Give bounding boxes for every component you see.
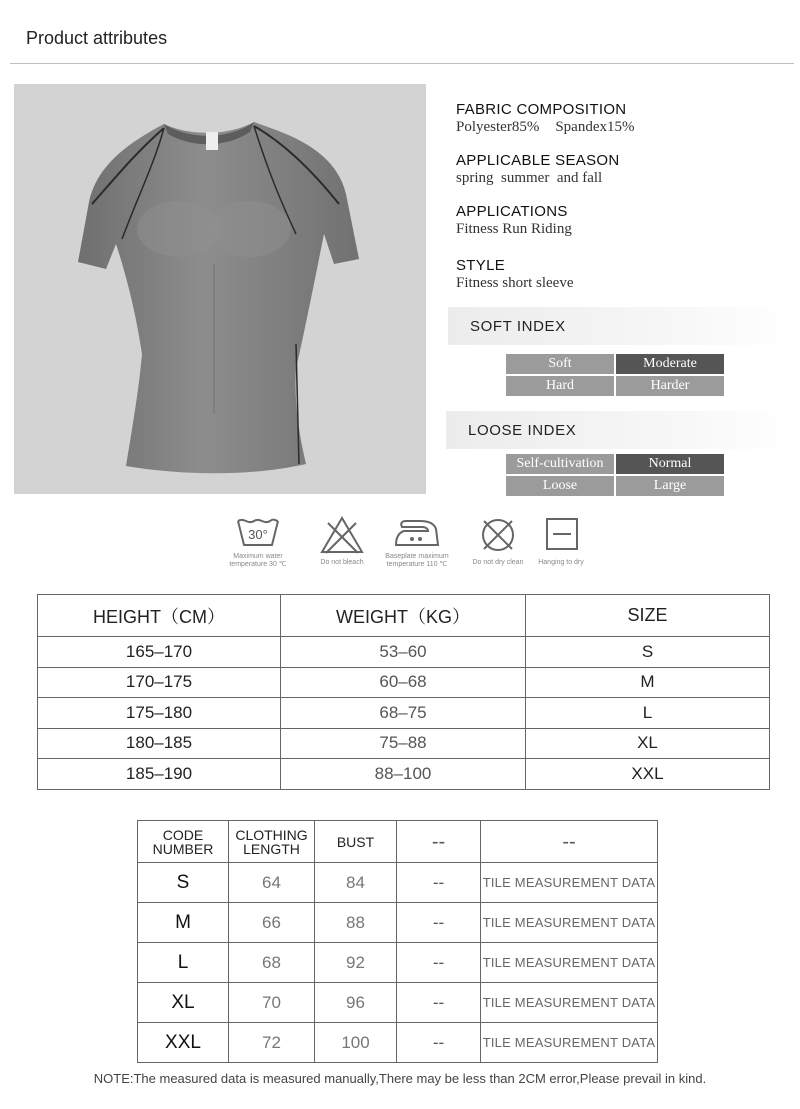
header-blank-2: -- xyxy=(481,821,658,863)
size-cell: M xyxy=(526,667,770,698)
caption-line: Maximum water xyxy=(233,553,283,560)
attr-value: Fitness Run Riding xyxy=(456,221,572,237)
attr-fabric-composition xyxy=(456,101,634,136)
length-cell: 66 xyxy=(229,903,315,943)
header-code-number xyxy=(138,821,229,863)
iron-110-icon xyxy=(392,515,442,549)
care-caption xyxy=(377,553,457,569)
code-cell: XXL xyxy=(138,1023,229,1063)
soft-option-hard: Hard xyxy=(506,376,614,396)
loose-index-label: LOOSE INDEX xyxy=(468,421,577,439)
attr-label: FABRIC COMPOSITION xyxy=(456,101,627,118)
loose-option-large: Large xyxy=(616,476,724,496)
bust-cell: 88 xyxy=(315,903,397,943)
loose-option-self-cultivation: Self-cultivation xyxy=(506,454,614,474)
care-caption xyxy=(218,553,298,569)
soft-index-grid xyxy=(506,354,724,396)
attr-applicable-season xyxy=(456,152,620,187)
table-header-row xyxy=(38,595,770,637)
product-photo xyxy=(14,84,426,494)
height-cell: 165–170 xyxy=(38,637,281,668)
care-hang-dry xyxy=(521,515,601,567)
tile-cell: TILE MEASUREMENT DATA xyxy=(481,1023,658,1063)
header-divider xyxy=(10,63,794,64)
header-line: CODE xyxy=(162,826,204,843)
table-row xyxy=(38,759,770,790)
weight-cell: 68–75 xyxy=(281,698,526,729)
blank-cell: -- xyxy=(397,903,481,943)
table-header-row xyxy=(138,821,658,863)
care-no-bleach xyxy=(302,515,382,567)
blank-cell: -- xyxy=(397,1023,481,1063)
no-dry-clean-icon xyxy=(478,515,518,555)
soft-index-label: SOFT INDEX xyxy=(470,317,566,335)
attr-applications xyxy=(456,203,572,238)
wash-30-icon xyxy=(234,515,282,549)
length-cell: 72 xyxy=(229,1023,315,1063)
header-size: SIZE xyxy=(526,595,770,637)
caption-line: temperature 110 ℃ xyxy=(386,561,448,568)
attr-value xyxy=(456,119,634,136)
header-bust: BUST xyxy=(315,821,397,863)
length-cell: 68 xyxy=(229,943,315,983)
measurement-note: NOTE:The measured data is measured manually,There may be less than 2CM error,Please prevail in kind. xyxy=(93,1071,707,1086)
caption-line: Do not dry clean xyxy=(472,559,524,566)
tile-cell: TILE MEASUREMENT DATA xyxy=(481,983,658,1023)
table-row xyxy=(138,943,658,983)
tile-cell: TILE MEASUREMENT DATA xyxy=(481,863,658,903)
height-cell: 185–190 xyxy=(38,759,281,790)
weight-cell: 88–100 xyxy=(281,759,526,790)
table-row xyxy=(38,637,770,668)
weight-cell: 53–60 xyxy=(281,637,526,668)
size-cell: XL xyxy=(526,728,770,759)
table-row xyxy=(38,728,770,759)
attr-label: STYLE xyxy=(456,257,506,274)
bust-cell: 84 xyxy=(315,863,397,903)
code-cell: M xyxy=(138,903,229,943)
length-cell: 70 xyxy=(229,983,315,1023)
blank-cell: -- xyxy=(397,983,481,1023)
care-wash-30 xyxy=(218,515,298,569)
soft-option-soft: Soft xyxy=(506,354,614,374)
hang-dry-icon xyxy=(541,515,581,555)
caption-line: Hanging to dry xyxy=(538,559,584,566)
size-chart-table xyxy=(37,594,770,790)
caption-line: Baseplate maximum xyxy=(385,553,449,560)
code-cell: XL xyxy=(138,983,229,1023)
blank-cell: -- xyxy=(397,863,481,903)
care-caption xyxy=(521,559,601,567)
size-cell: L xyxy=(526,698,770,729)
blank-cell: -- xyxy=(397,943,481,983)
caption-line: Do not bleach xyxy=(320,559,364,566)
header-clothing-length xyxy=(229,821,315,863)
header-blank-1: -- xyxy=(397,821,481,863)
loose-index-grid xyxy=(506,454,724,496)
table-row xyxy=(138,863,658,903)
wash-temp-text: 30° xyxy=(248,527,268,542)
table-row xyxy=(138,983,658,1023)
attr-label: APPLICABLE SEASON xyxy=(456,152,620,169)
code-cell: S xyxy=(138,863,229,903)
bust-cell: 96 xyxy=(315,983,397,1023)
attr-value: spring summer and fall xyxy=(456,170,603,186)
loose-index-bar xyxy=(446,411,794,449)
page-title: Product attributes xyxy=(26,28,168,48)
tile-cell: TILE MEASUREMENT DATA xyxy=(481,903,658,943)
soft-option-harder: Harder xyxy=(616,376,724,396)
height-cell: 175–180 xyxy=(38,698,281,729)
care-caption xyxy=(302,559,382,567)
table-row xyxy=(38,698,770,729)
weight-cell: 60–68 xyxy=(281,667,526,698)
table-row xyxy=(138,903,658,943)
attr-style xyxy=(456,257,574,292)
tile-cell: TILE MEASUREMENT DATA xyxy=(481,943,658,983)
loose-option-loose: Loose xyxy=(506,476,614,496)
fabric-polyester: Polyester85% xyxy=(456,119,540,135)
header-height: HEIGHT（CM） xyxy=(38,595,281,637)
table-row xyxy=(38,667,770,698)
code-cell: L xyxy=(138,943,229,983)
height-cell: 170–175 xyxy=(38,667,281,698)
care-iron-110 xyxy=(377,515,457,569)
caption-line: temperature 30 ℃ xyxy=(229,561,287,568)
table-row xyxy=(138,1023,658,1063)
size-cell: XXL xyxy=(526,759,770,790)
header-line: LENGTH xyxy=(243,840,300,857)
measurement-table xyxy=(137,820,658,1063)
height-cell: 180–185 xyxy=(38,728,281,759)
header-weight: WEIGHT（KG） xyxy=(281,595,526,637)
soft-option-moderate: Moderate xyxy=(616,354,724,374)
length-cell: 64 xyxy=(229,863,315,903)
size-cell: S xyxy=(526,637,770,668)
tshirt-image xyxy=(14,84,426,494)
bust-cell: 92 xyxy=(315,943,397,983)
no-bleach-icon xyxy=(318,515,366,555)
fabric-spandex: Spandex15% xyxy=(555,119,635,135)
header-line: CLOTHING xyxy=(235,826,308,843)
attr-value: Fitness short sleeve xyxy=(456,275,574,291)
loose-option-normal: Normal xyxy=(616,454,724,474)
header-line: NUMBER xyxy=(152,840,214,857)
weight-cell: 75–88 xyxy=(281,728,526,759)
soft-index-bar xyxy=(448,307,794,345)
attr-label: APPLICATIONS xyxy=(456,203,568,220)
bust-cell: 100 xyxy=(315,1023,397,1063)
